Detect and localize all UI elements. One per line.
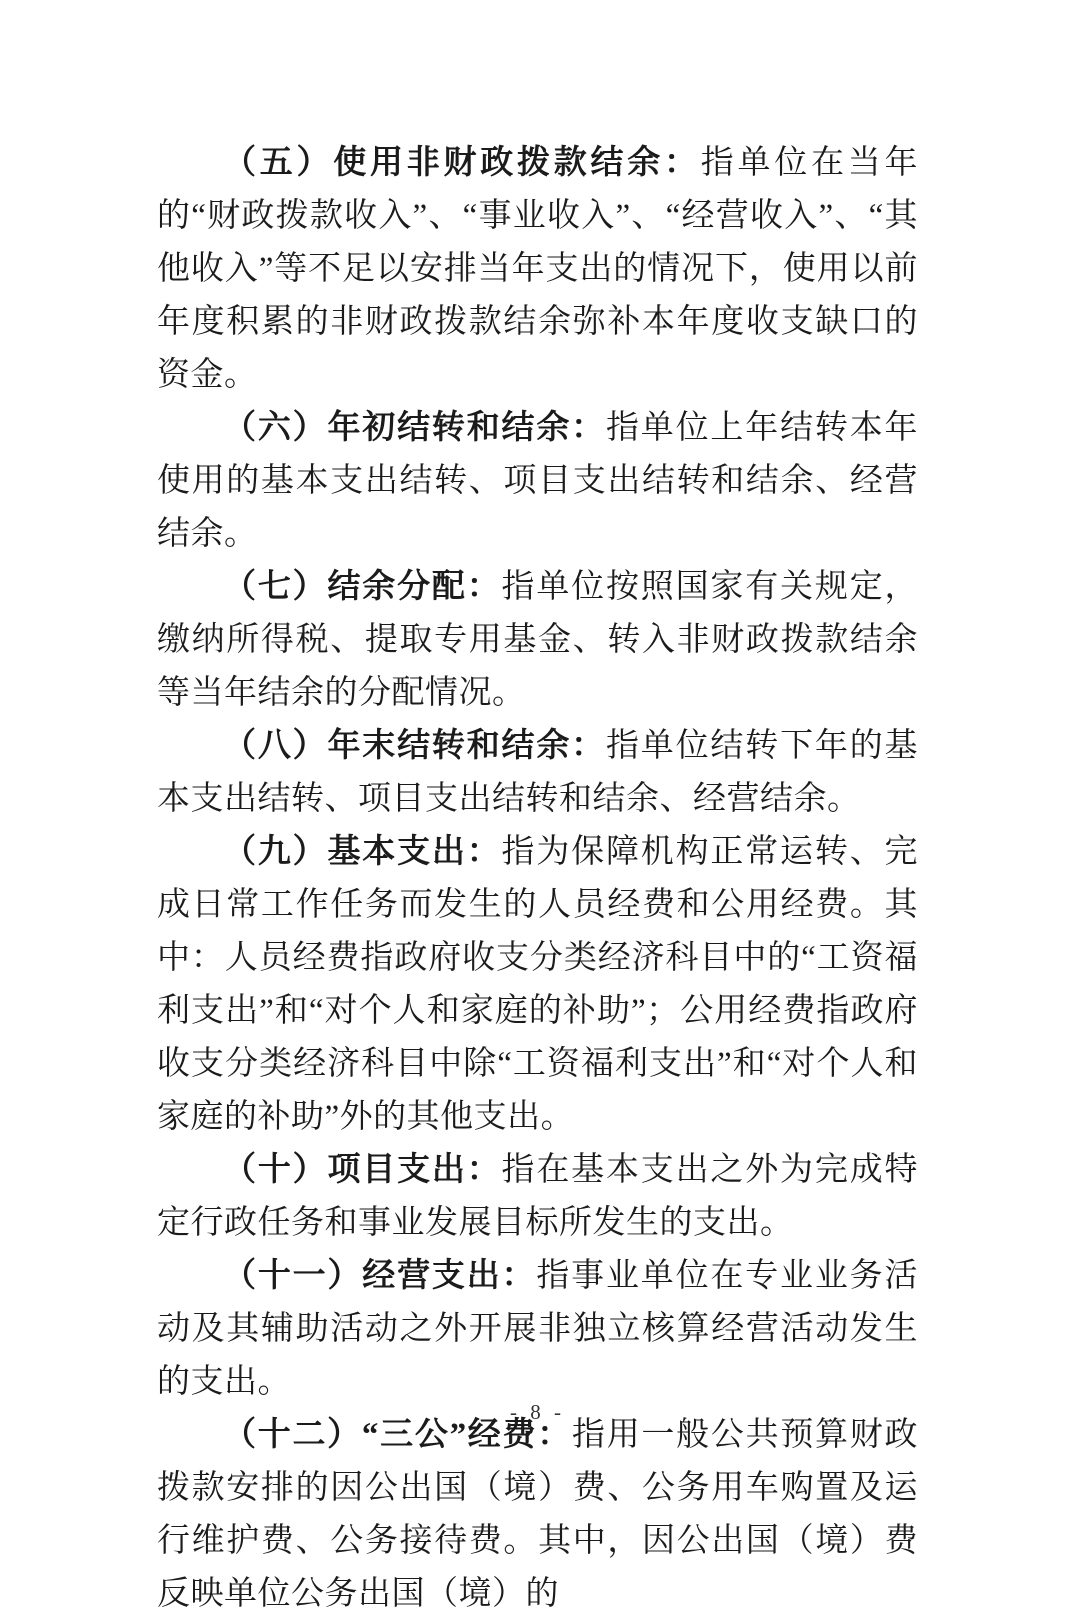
paragraph-definition-6 bbox=[157, 402, 918, 561]
term-label: （六）年初结转和结余： bbox=[223, 410, 606, 446]
document-body bbox=[157, 137, 918, 1621]
paragraph-definition-5 bbox=[157, 137, 918, 402]
term-definition: 指用一般公共预算财政拨款安排的因公出国（境）费、公务用车购置及运行维护费、公务接待费。其中，因公出国（境）费反映单位公务出国（境）的 bbox=[157, 1417, 919, 1612]
paragraph-definition-11 bbox=[157, 1250, 918, 1409]
term-definition: 指单位结转下年的基本支出结转、项目支出结转和结余、经营结余。 bbox=[157, 728, 919, 817]
term-definition: 指单位按照国家有关规定，缴纳所得税、提取专用基金、转入非财政拨款结余等当年结余的分配情况。 bbox=[157, 569, 919, 711]
term-label: （七）结余分配： bbox=[223, 569, 502, 605]
term-label: （五）使用非财政拨款结余： bbox=[223, 145, 701, 181]
paragraph-definition-9 bbox=[157, 826, 918, 1144]
term-label: （八）年末结转和结余： bbox=[223, 728, 606, 764]
page-number: - 8 - bbox=[510, 1400, 565, 1424]
term-definition: 指为保障机构正常运转、完成日常工作任务而发生的人员经费和公用经费。其中：人员经费指政府收支分类经济科目中的“工资福利支出”和“对个人和家庭的补助”；公用经费指政府收支分类经济科目中除“工资福利支出”和“对个人和家庭的补助”外的其他支出。 bbox=[157, 834, 919, 1135]
paragraph-definition-10 bbox=[157, 1144, 918, 1250]
term-definition: 指事业单位在专业业务活动及其辅助活动之外开展非独立核算经营活动发生的支出。 bbox=[157, 1258, 919, 1400]
paragraph-definition-7 bbox=[157, 561, 918, 720]
paragraph-definition-12 bbox=[157, 1409, 918, 1621]
term-definition: 指在基本支出之外为完成特定行政任务和事业发展目标所发生的支出。 bbox=[157, 1152, 919, 1241]
term-definition: 指单位上年结转本年使用的基本支出结转、项目支出结转和结余、经营结余。 bbox=[157, 410, 919, 552]
term-label: （九）基本支出： bbox=[223, 834, 502, 870]
term-label: （十）项目支出： bbox=[223, 1152, 502, 1188]
term-label: （十二）“三公”经费： bbox=[223, 1417, 572, 1453]
term-label: （十一）经营支出： bbox=[223, 1258, 537, 1294]
paragraph-definition-8 bbox=[157, 720, 918, 826]
term-definition: 指单位在当年的“财政拨款收入”、“事业收入”、“经营收入”、“其他收入”等不足以安排当年支出的情况下，使用以前年度积累的非财政拨款结余弥补本年度收支缺口的资金。 bbox=[157, 145, 918, 393]
